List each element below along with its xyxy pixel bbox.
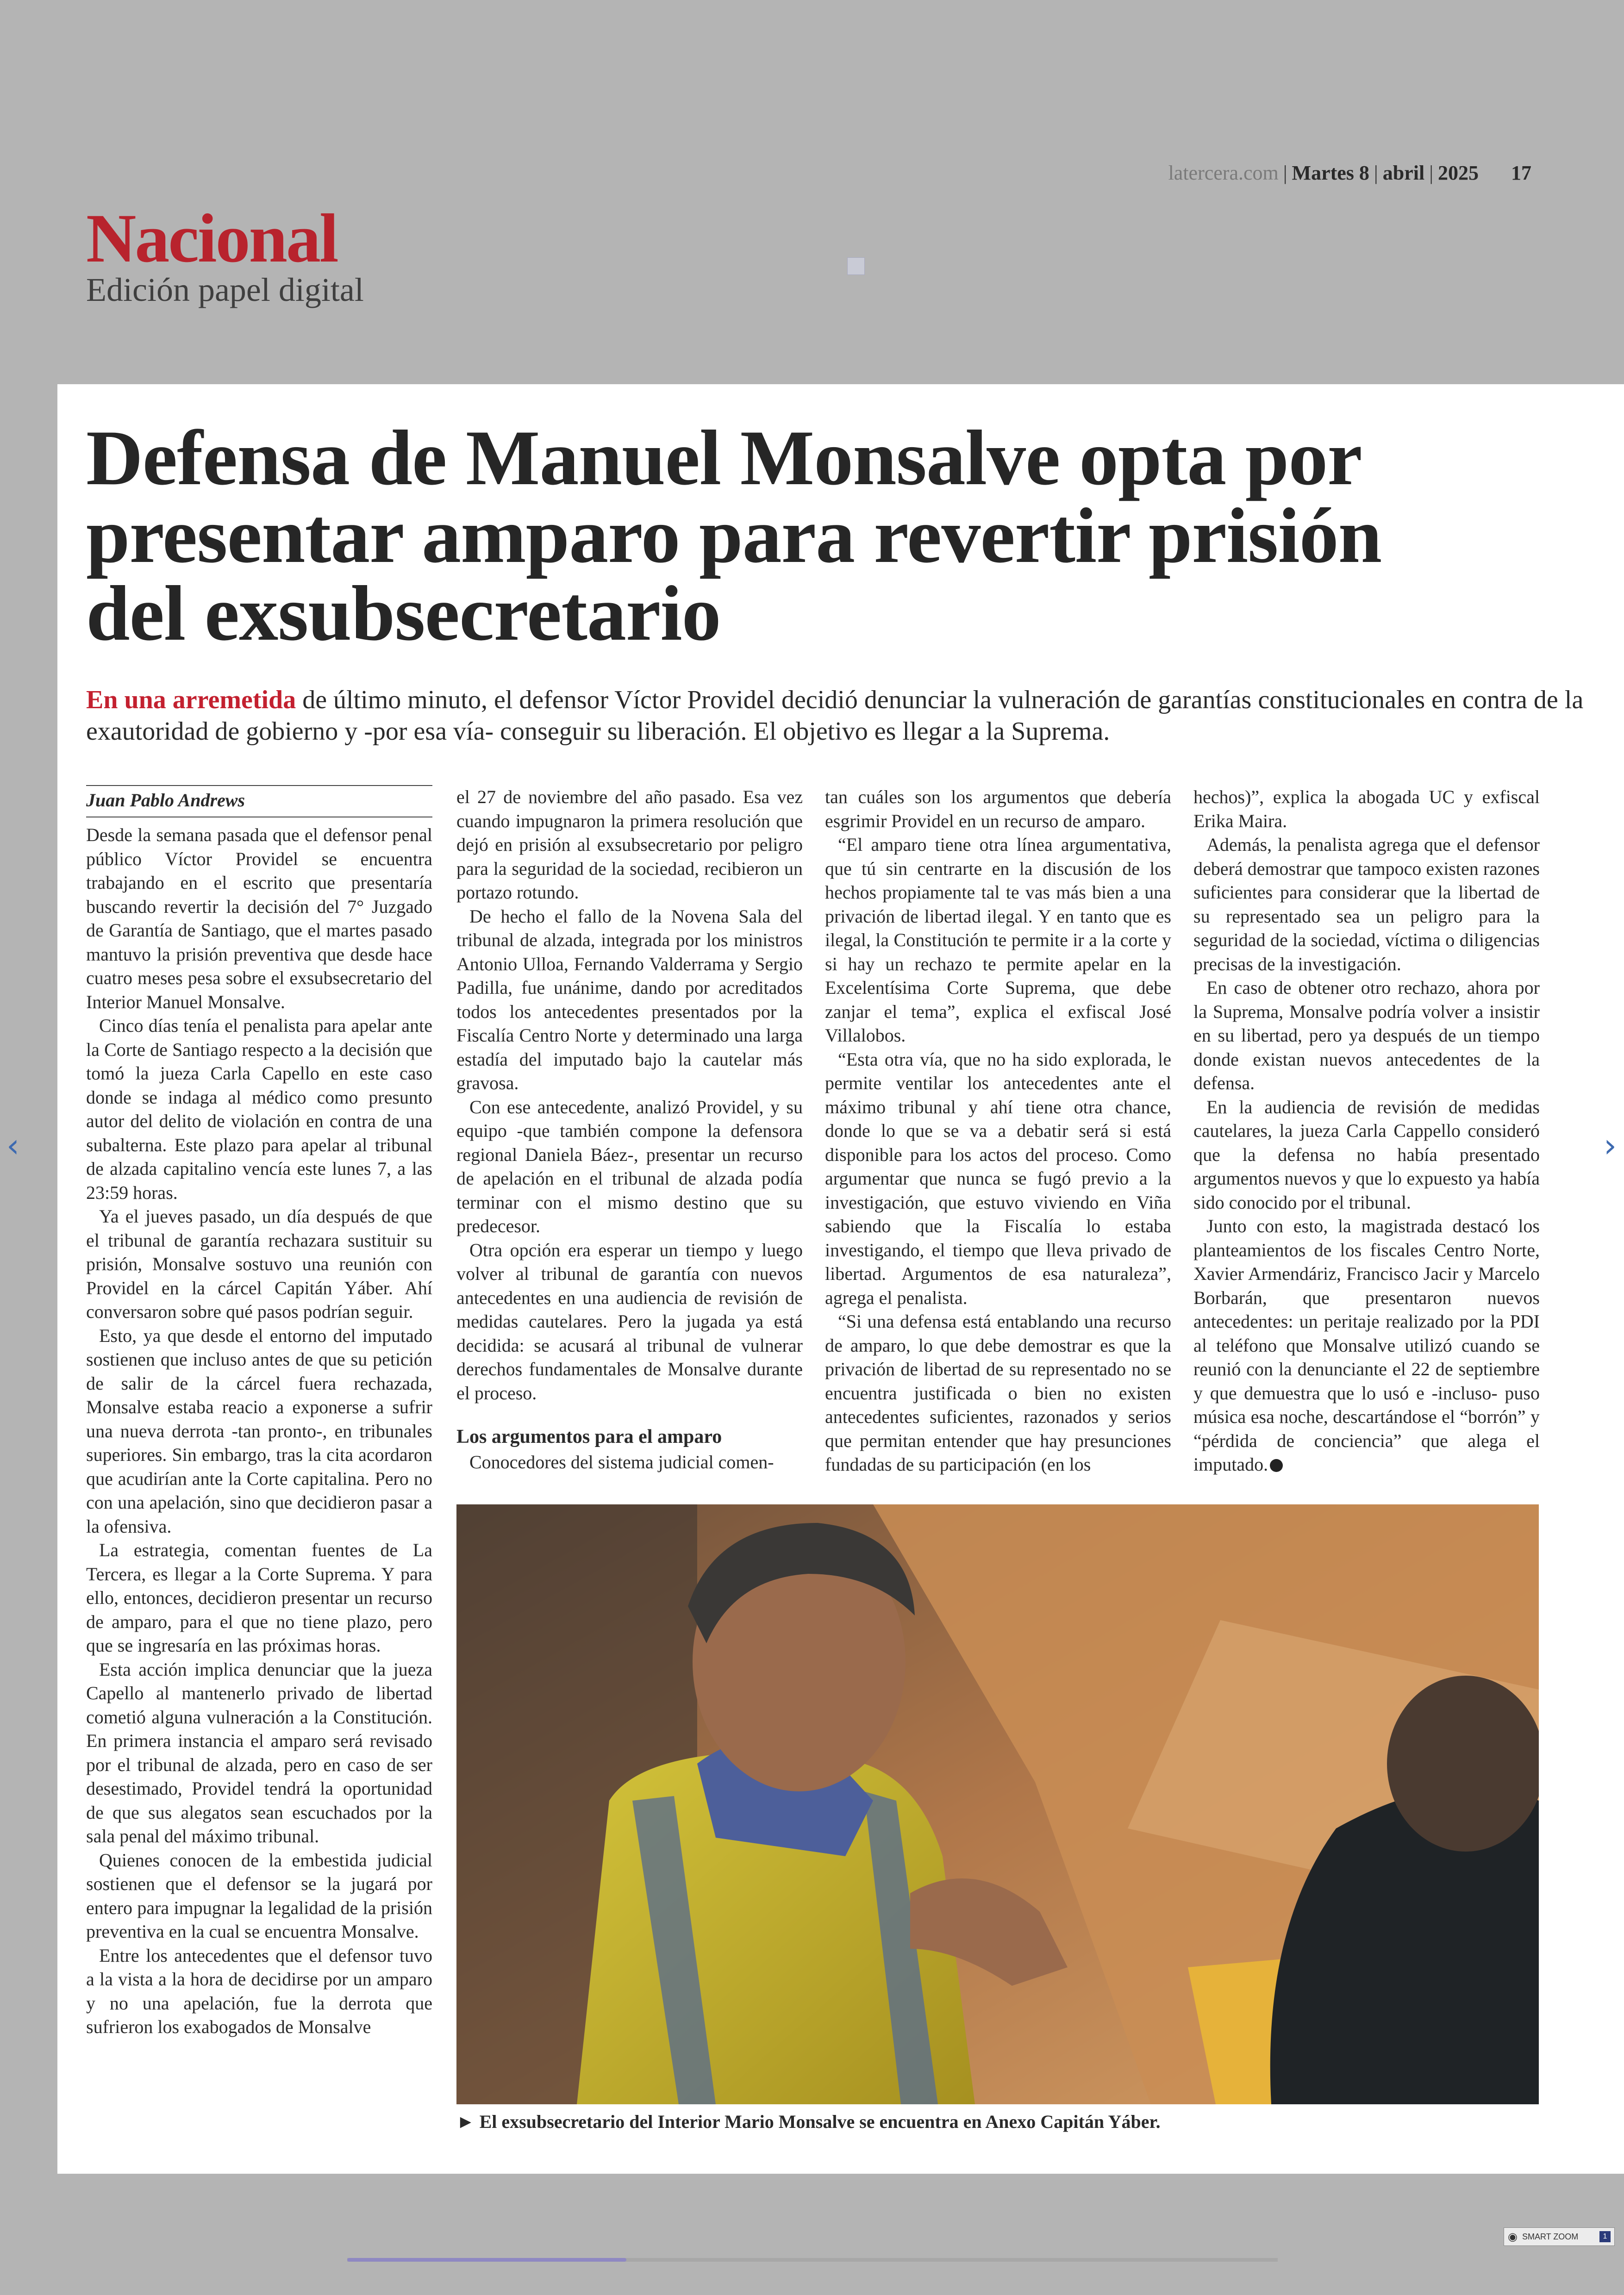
paragraph: En caso de obtener otro rechazo, ahora por la Suprema, Monsalve podría volver a insistir en su libertad, pero ya después de un tiempo donde existan nuevos antecedentes de la defensa. xyxy=(1193,977,1540,1093)
column-2 xyxy=(456,785,803,1474)
paragraph: Quienes conocen de la embestida judicial sostienen que el defensor se la jugará por entero para impugnar la legalidad de la prisión preventiva en la cual se encuentra Monsalve. xyxy=(86,1849,432,1942)
paragraph: Esta acción implica denunciar que la jueza Capello al mantenerlo privado de libertad cometió alguna vulneración a la Constitución. En primera instancia el amparo será revisado por el tribunal de alzada, pero en caso de ser desestimado, Providel tendrá la oportunidad de que sus alegatos sean escuchados por la sala penal del máximo tribunal. xyxy=(86,1659,432,1846)
end-of-article-icon xyxy=(1270,1459,1283,1472)
year: 2025 xyxy=(1438,162,1479,184)
paragraph: Con ese antecedente, analizó Providel, y su equipo -que también compone la defensora regional Daniela Báez-, presentar un recurso de apelación en el tribunal de alzada podía terminar con el mismo destino que su predecesor. xyxy=(456,1096,803,1236)
page-number: 17 xyxy=(1511,162,1531,184)
paragraph: tan cuáles son los argumentos que debería esgrimir Providel en un recurso de amparo. xyxy=(825,786,1171,831)
column-2-text-continued xyxy=(456,1450,803,1474)
column-3 xyxy=(825,785,1171,1477)
paragraph: Además, la penalista agrega que el defensor deberá demostrar que tampoco existen razones suficientes para considerar que la libertad de su representado sea un peligro para la seguridad de la sociedad, víctima o diligencias precisas de la investigación. xyxy=(1193,834,1540,974)
eye-icon: ◉ xyxy=(1508,2230,1518,2243)
page-marker-icon xyxy=(847,257,865,275)
edition-subtitle: Edición papel digital xyxy=(86,271,364,308)
paragraph: “El amparo tiene otra línea argumentativa, que tú sin centrarte en la discusión de los hechos propiamente tal te vas más bien a una privación de libertad ilegal. Y en tanto que es ilegal, la Constitución te permite ir a la corte y si hay un rechazo te permite apelar en la Excelentísima Corte Suprema, que debe zanjar el tema”, explica el exfiscal José Villalobos. xyxy=(825,834,1171,1046)
paragraph: Conocedores del sistema judicial comen- xyxy=(469,1451,774,1472)
paragraph: “Si una defensa está entablando una recurso de amparo, lo que debe demostrar es que la privación de libertad de su representado no se encuentra justificada o bien no existen antecedentes suficientes, razonados y serios que permitan entender que hay presunciones fundadas de su participación (en los xyxy=(825,1311,1171,1475)
column-3-text xyxy=(825,785,1171,1477)
paragraph: En la audiencia de revisión de medidas cautelares, la jueza Carla Cappello consideró que la defensa no había presentado argumentos nuevos y que lo expuesto ya había sido conocido por el tribunal. xyxy=(1193,1096,1540,1213)
paragraph: Esto, ya que desde el entorno del imputado sostienen que incluso antes de que su petición de salir de la cárcel fuera rechazada, Monsalve estaba reacio a exponerse a sufrir una nueva derrota -tan pronto-, en tribunales superiores. Sin embargo, tras la cita acordaron que acudirían ante la Corte capitalina. Pero no con una apelación, sino que decidieron pasar a la ofensiva. xyxy=(86,1325,432,1537)
smart-zoom-label: SMART ZOOM xyxy=(1522,2232,1579,2241)
newspaper-page xyxy=(57,384,1624,2174)
section-title: Nacional xyxy=(86,200,337,277)
photo-caption: ► El exsubsecretario del Interior Mario Monsalve se encuentra en Anexo Capitán Yáber. xyxy=(456,2111,1161,2132)
month: abril xyxy=(1382,162,1425,184)
column-2-text xyxy=(456,785,803,1405)
column-1-text xyxy=(86,823,432,2039)
lead-text: de último minuto, el defensor Víctor Providel decidió denunciar la vulneración de garantías constitucionales en contra de la exautoridad de gobierno y -por esa vía- conseguir su liberación. El objetivo es llegar a la Suprema. xyxy=(86,686,1584,746)
article-headline: Defensa de Manuel Monsalve opta por presentar amparo para revertir prisión del exsubsecretario xyxy=(86,414,1382,657)
lead-kicker: En una arremetida xyxy=(86,686,296,714)
paragraph: “Esta otra vía, que no ha sido explorada, le permite ventilar los antecedentes ante el máximo tribunal y ahí tiene otra chance, donde lo que se va a debatir será si está disponible para los actos del proceso. Como argumentar que nunca se fugó previo a la investigación, que estuvo viviendo en Viña sabiendo que la Fiscalía lo estaba investigando, el tiempo que lleva privado de libertad. Argumentos de esa naturaleza”, agrega el penalista. xyxy=(825,1048,1171,1308)
site-name[interactable]: latercera.com xyxy=(1168,162,1279,184)
paragraph: La estrategia, comentan fuentes de La Tercera, es llegar a la Corte Suprema. Y para ello, entonces, decidieron presentar un recurso de amparo, para el que no tiene plazo, pero que se ingresaría en las próximas horas. xyxy=(86,1540,432,1656)
header-dateline: latercera.com | Martes 8 | abril | 2025 17 xyxy=(1168,162,1531,184)
next-page-chevron-right-icon[interactable]: › xyxy=(1604,1127,1617,1165)
prev-page-chevron-left-icon[interactable]: ‹ xyxy=(6,1127,19,1165)
paragraph: Cinco días tenía el penalista para apelar ante la Corte de Santiago respecto a la decisión que tomó la jueza Carla Capello en este caso donde se indaga al médico como presunto autor del delito de violación en contra de una subalterna. Este plazo para apelar al tribunal de alzada capitalino vencía este lunes 7, a las 23:59 horas. xyxy=(86,1015,432,1203)
article-photo xyxy=(456,1504,1539,2104)
scrollbar-thumb[interactable] xyxy=(347,2258,626,2262)
paragraph: Desde la semana pasada que el defensor penal público Víctor Providel se encuentra trabajando en el escrito que presentaría buscando revertir la decisión del 7° Juzgado de Garantía de Santiago, que el martes pasado mantuvo la prisión preventiva que desde hace cuatro meses pesa sobre el exsubsecretario del Interior Manuel Monsalve. xyxy=(86,824,432,1012)
paragraph: hechos)”, explica la abogada UC y exfiscal Erika Maira. xyxy=(1193,786,1540,831)
paragraph: Otra opción era esperar un tiempo y luego volver al tribunal de garantía con nuevos antecedentes en una audiencia de revisión de medidas cautelares. Pero la jugada ya está decidida: se acusará al tribunal de vulnerar derechos fundamentales de Monsalve durante el proceso. xyxy=(456,1239,803,1403)
column-1 xyxy=(86,785,432,2039)
paragraph: el 27 de noviembre del año pasado. Esa vez cuando impugnaron la primera resolución que dejó en prisión al exsubsecretario por peligro para la seguridad de la sociedad, recibieron un portazo rotundo. xyxy=(456,786,803,903)
subheading: Los argumentos para el amparo xyxy=(456,1426,722,1447)
paragraph: Entre los antecedentes que el defensor tuvo a la vista a la hora de decidirse por un amparo y no una apelación, fue la derrota que sufrieron los exabogados de Monsalve xyxy=(86,1945,432,2037)
paragraph: Ya el jueves pasado, un día después de que el tribunal de garantía rechazara sustituir su prisión, Monsalve sostuvo una reunión con Providel en la cárcel Capitán Yáber. Ahí conversaron sobre qué pasos podrían seguir. xyxy=(86,1206,432,1322)
paragraph: De hecho el fallo de la Novena Sala del tribunal de alzada, integrada por los ministros Antonio Ulloa, Fernando Valderrama y Sergio Padilla, fue unánime, dando por acreditados todos los antecedentes presentados por la Fiscalía Centro Norte y determinado una larga estadía del imputado bajo la cautelar más gravosa. xyxy=(456,905,803,1093)
weekday-day: Martes 8 xyxy=(1292,162,1369,184)
paragraph: Junto con esto, la magistrada destacó los planteamientos de los fiscales Centro Norte, Xavier Armendáriz, Francisco Jacir y Marcelo Borbarán, que presentaron nuevos antecedentes: un peritaje realizado por la PDI al teléfono que Monsalve utilizó cuando se reunió con la denunciante el 22 de septiembre y que demuestra que lo usó e -incluso- puso música esa noche, descartándose el “borrón” y “pérdida de conciencia” que alega el imputado. xyxy=(1193,1216,1540,1475)
column-4-text xyxy=(1193,785,1540,1477)
page-scrollbar[interactable] xyxy=(347,2258,1278,2262)
column-4 xyxy=(1193,785,1540,1477)
smart-zoom-button[interactable] xyxy=(1504,2227,1615,2246)
smart-zoom-count-badge: 1 xyxy=(1599,2231,1611,2242)
article-lead xyxy=(86,684,1595,747)
byline: Juan Pablo Andrews xyxy=(86,785,432,817)
